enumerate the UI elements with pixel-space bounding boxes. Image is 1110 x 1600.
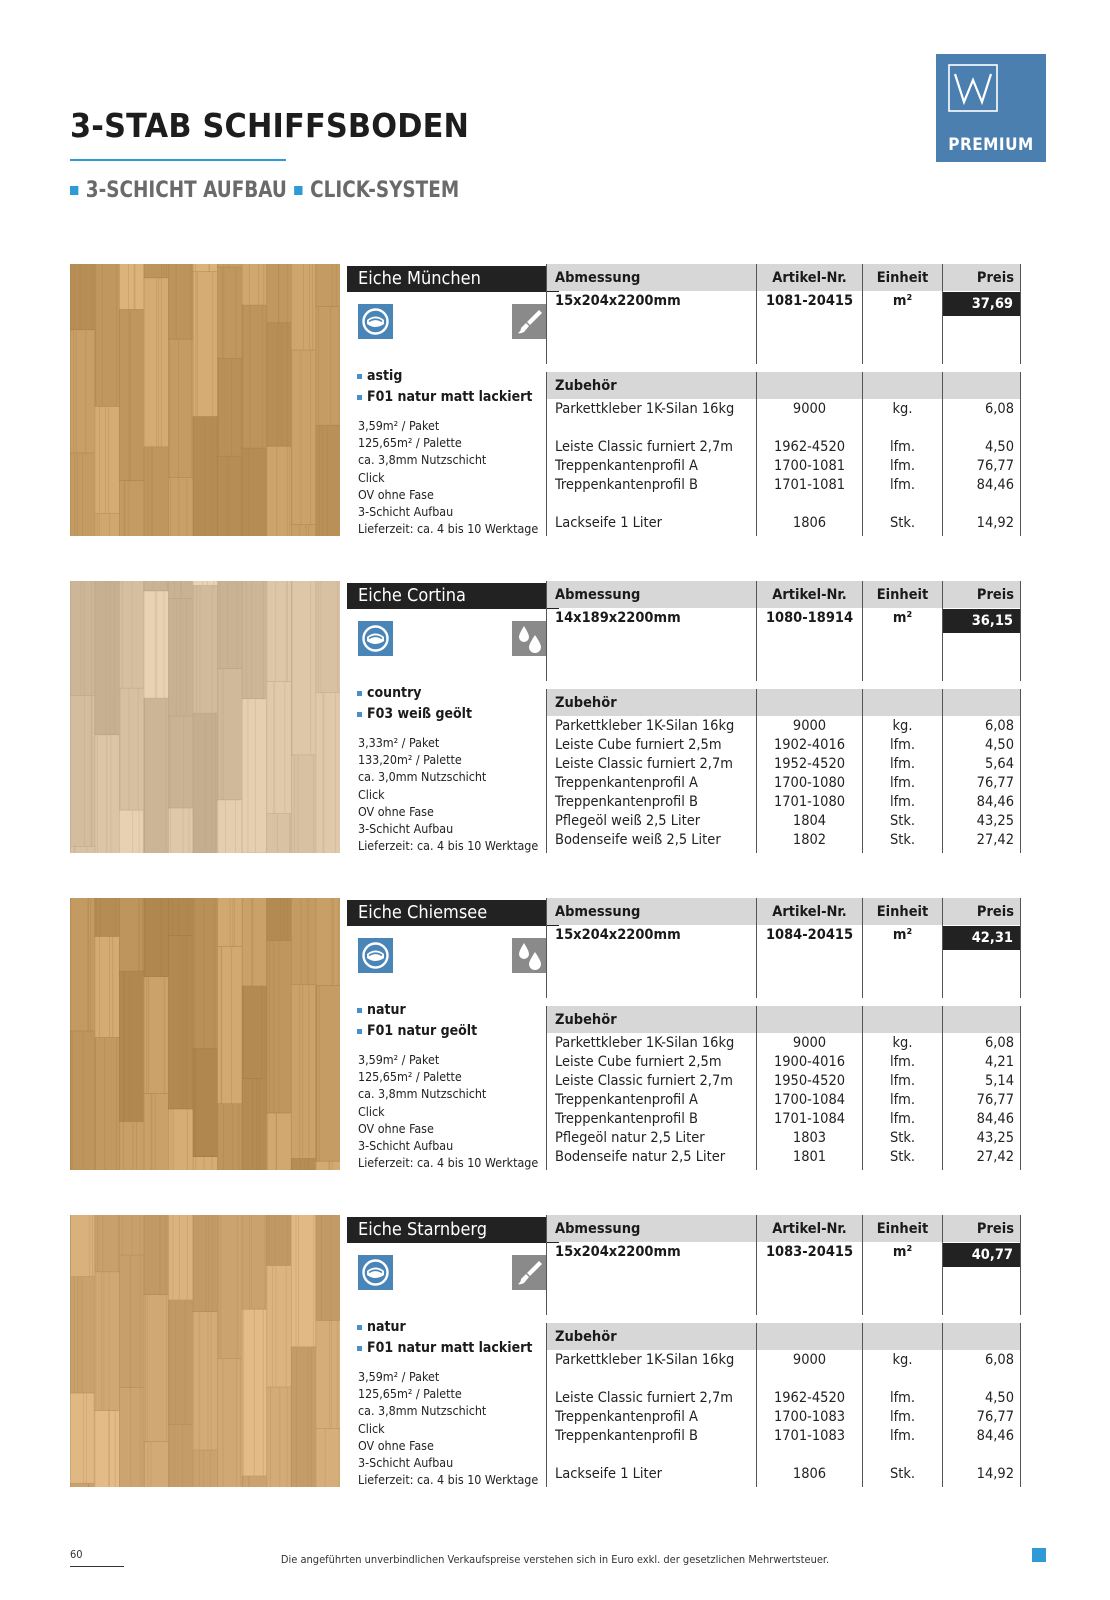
column-header-unit: Einheit (863, 581, 942, 608)
price-footnote: Die angeführten unverbindlichen Verkaufspreise verstehen sich in Euro exkl. der gesetzlichen Mehrwertsteuer. (280, 1553, 830, 1566)
accessory-unit (863, 1446, 942, 1465)
product-price: 42,31 (943, 926, 1021, 950)
column-header-unit: Einheit (863, 898, 942, 925)
accessories-header-cell (863, 372, 942, 399)
column-divider (862, 581, 863, 681)
spec-item: Click (358, 1420, 385, 1436)
column-divider (942, 581, 943, 681)
accessories-column-name (547, 400, 756, 533)
accessory-name (555, 495, 756, 514)
column-divider (756, 264, 757, 364)
accessory-price: 14,92 (976, 515, 1014, 531)
product-name: Eiche Starnberg (347, 1217, 559, 1243)
accessory-unit: lfm. (889, 1092, 916, 1108)
wood-sample-image (70, 581, 340, 853)
accessory-article: 1701-1081 (773, 477, 846, 493)
accessory-article (757, 1370, 862, 1389)
page-number-underline (70, 1566, 124, 1567)
spec-item: OV ohne Fase (358, 486, 434, 502)
spec-item: Click (358, 469, 385, 485)
accessory-unit: lfm. (889, 1054, 916, 1070)
spec-item: 3-Schicht Aufbau (358, 504, 454, 520)
accessory-name: Pflegeöl weiß 2,5 Liter (555, 813, 701, 829)
accessory-name (555, 1446, 756, 1465)
accessory-name: Treppenkantenprofil A (555, 1409, 698, 1425)
accessory-unit: kg. (892, 1352, 913, 1368)
spec-list (358, 1051, 538, 1171)
product-block (70, 264, 1046, 536)
spec-item: OV ohne Fase (358, 803, 434, 819)
spec-item: 3,33m² / Paket (358, 735, 440, 750)
feature-item: natur (357, 1317, 532, 1338)
column-divider (1020, 1323, 1021, 1487)
column-header-dimension: Abmessung (547, 264, 756, 291)
accessory-name: Treppenkantenprofil A (555, 1092, 698, 1108)
product-unit: m² (892, 293, 913, 309)
accessory-name: Parkettkleber 1K-Silan 16kg (555, 718, 735, 734)
wood-sample-image (70, 1215, 340, 1487)
accessory-article: 1700-1083 (773, 1409, 846, 1425)
spec-item: Lieferzeit: ca. 4 bis 10 Werktage (358, 838, 539, 854)
accessory-price: 84,46 (976, 1428, 1014, 1444)
column-divider (1020, 1006, 1021, 1170)
product-dimension: 15x204x2200mm (555, 927, 681, 943)
accessory-unit: lfm. (889, 477, 916, 493)
column-divider (862, 264, 863, 364)
product-unit: m² (892, 1244, 913, 1260)
accessory-price (943, 495, 1014, 514)
accessories-column-article (757, 1034, 862, 1167)
accessory-price (943, 1370, 1014, 1389)
accessory-unit: kg. (892, 401, 913, 417)
column-header-article: Artikel-Nr. (757, 898, 862, 925)
spec-item: ca. 3,0mm Nutzschicht (358, 769, 487, 785)
accessory-name: Treppenkantenprofil A (555, 775, 698, 791)
product-price: 40,77 (943, 1243, 1021, 1267)
accessory-unit: lfm. (889, 794, 916, 810)
accessory-price: 43,25 (976, 813, 1014, 829)
accessory-price (943, 419, 1014, 438)
column-divider (942, 264, 943, 364)
spec-item: 3,59m² / Paket (358, 1369, 440, 1384)
feature-list (357, 1317, 532, 1359)
feature-item: F01 natur geölt (357, 1021, 477, 1042)
product-article: 1081-20415 (765, 293, 854, 309)
column-divider (546, 581, 547, 681)
accessory-name: Leiste Classic furniert 2,7m (555, 439, 733, 455)
feature-item: F01 natur matt lackiert (357, 1338, 532, 1359)
feature-item: F03 weiß geölt (357, 704, 472, 725)
accessories-header-cell (757, 1323, 862, 1350)
wood-sample-image (70, 898, 340, 1170)
spec-item: ca. 3,8mm Nutzschicht (358, 1403, 487, 1419)
column-divider (756, 581, 757, 681)
product-block (70, 898, 1046, 1170)
spec-item: OV ohne Fase (358, 1120, 434, 1136)
accessories-header-cell (757, 372, 862, 399)
accessory-price: 5,64 (984, 756, 1014, 772)
column-divider (546, 898, 547, 998)
accessory-price: 84,46 (976, 794, 1014, 810)
spec-item: 3,59m² / Paket (358, 418, 440, 433)
oil-drops-icon (512, 621, 547, 656)
brush-icon (512, 304, 547, 339)
spec-item: 3-Schicht Aufbau (358, 821, 454, 837)
column-divider (1020, 1215, 1021, 1315)
accessory-name: Leiste Classic furniert 2,7m (555, 1073, 733, 1089)
column-divider (1020, 689, 1021, 853)
feature-list (357, 366, 532, 408)
accessory-unit: lfm. (889, 756, 916, 772)
accessory-article (757, 495, 862, 514)
accessory-unit: Stk. (889, 1130, 916, 1146)
product-block (70, 1215, 1046, 1487)
accessory-article: 9000 (792, 718, 827, 734)
accessory-article: 1806 (792, 515, 827, 531)
column-header-unit: Einheit (863, 1215, 942, 1242)
accessories-header-cell (943, 1006, 1020, 1033)
product-unit: m² (892, 927, 913, 943)
column-header-price: Preis (943, 581, 1020, 608)
accessory-price (943, 1446, 1014, 1465)
accessory-name: Bodenseife weiß 2,5 Liter (555, 832, 721, 848)
spec-item: 3,59m² / Paket (358, 1052, 440, 1067)
accessory-price: 4,50 (984, 439, 1014, 455)
column-divider (1020, 372, 1021, 536)
accessories-column-price (943, 717, 1020, 850)
accessory-article: 1900-4016 (773, 1054, 846, 1070)
column-header-price: Preis (943, 1215, 1020, 1242)
accessories-header-cell (863, 1006, 942, 1033)
accessory-article: 1701-1080 (773, 794, 846, 810)
brand-label: PREMIUM (948, 135, 1034, 155)
brand-logo (936, 54, 1046, 162)
accessories-column-name (547, 717, 756, 850)
accessory-unit (863, 1370, 942, 1389)
accessories-header-cell (757, 689, 862, 716)
accessories-column-name (547, 1034, 756, 1167)
accessories-column-article (757, 717, 862, 850)
spec-item: Lieferzeit: ca. 4 bis 10 Werktage (358, 1472, 539, 1488)
product-dimension: 15x204x2200mm (555, 293, 681, 309)
feature-item: country (357, 683, 472, 704)
spec-item: Lieferzeit: ca. 4 bis 10 Werktage (358, 521, 539, 537)
spec-list (358, 1368, 538, 1488)
page-title: 3-STAB SCHIFFSBODEN (70, 106, 470, 145)
accessory-unit: Stk. (889, 1466, 916, 1482)
accessories-header-cell (863, 1323, 942, 1350)
subtitle (70, 178, 459, 203)
accessory-price: 6,08 (984, 1035, 1014, 1051)
accessory-article: 1962-4520 (773, 439, 846, 455)
accessory-article: 1950-4520 (773, 1073, 846, 1089)
accessory-name: Treppenkantenprofil B (555, 1428, 698, 1444)
spec-item: Lieferzeit: ca. 4 bis 10 Werktage (358, 1155, 539, 1171)
accessories-header: Zubehör (547, 372, 756, 399)
accessories-column-unit (863, 717, 942, 850)
spec-item: 125,65m² / Palette (358, 1386, 462, 1402)
accessories-column-price (943, 1034, 1020, 1167)
column-header-dimension: Abmessung (547, 581, 756, 608)
accessory-article: 9000 (792, 1352, 827, 1368)
accessory-price: 84,46 (976, 1111, 1014, 1127)
feature-item: F01 natur matt lackiert (357, 387, 532, 408)
accessory-price: 27,42 (976, 1149, 1014, 1165)
accessory-article: 1802 (792, 832, 827, 848)
accessories-header: Zubehör (547, 689, 756, 716)
subtitle-structure: 3-SCHICHT AUFBAU (85, 178, 287, 203)
spec-item: 125,65m² / Palette (358, 435, 462, 451)
feature-item: natur (357, 1000, 477, 1021)
spec-item: 133,20m² / Palette (358, 752, 462, 768)
accessory-price: 76,77 (976, 1409, 1014, 1425)
bullet-square-icon (70, 186, 78, 195)
column-divider (1020, 898, 1021, 998)
accessory-unit: lfm. (889, 1428, 916, 1444)
accessory-name: Parkettkleber 1K-Silan 16kg (555, 1352, 735, 1368)
spec-item: 125,65m² / Palette (358, 1069, 462, 1085)
accessory-name: Parkettkleber 1K-Silan 16kg (555, 401, 735, 417)
accessories-header-cell (757, 1006, 862, 1033)
product-price: 36,15 (943, 609, 1021, 633)
accessories-column-article (757, 400, 862, 533)
subtitle-system: CLICK-SYSTEM (310, 178, 460, 203)
accessory-price: 76,77 (976, 1092, 1014, 1108)
product-unit: m² (892, 610, 913, 626)
accessory-name: Leiste Cube furniert 2,5m (555, 737, 722, 753)
accessory-name: Pflegeöl natur 2,5 Liter (555, 1130, 705, 1146)
accessory-name (555, 419, 756, 438)
feature-list (357, 1000, 477, 1042)
accessories-header-cell (943, 1323, 1020, 1350)
column-divider (546, 1215, 547, 1315)
corner-square-icon (1032, 1548, 1046, 1562)
accessory-price: 76,77 (976, 458, 1014, 474)
column-divider (756, 1215, 757, 1315)
column-header-price: Preis (943, 264, 1020, 291)
accessory-price: 43,25 (976, 1130, 1014, 1146)
brush-icon (512, 1255, 547, 1290)
accessory-name: Treppenkantenprofil B (555, 1111, 698, 1127)
accessory-article: 1962-4520 (773, 1390, 846, 1406)
accessory-name: Leiste Classic furniert 2,7m (555, 756, 733, 772)
column-divider (862, 898, 863, 998)
accessory-name (555, 1370, 756, 1389)
accessory-name: Treppenkantenprofil B (555, 477, 698, 493)
spec-item: 3-Schicht Aufbau (358, 1455, 454, 1471)
spec-item: ca. 3,8mm Nutzschicht (358, 452, 487, 468)
accessory-article: 1801 (792, 1149, 827, 1165)
accessory-price: 4,50 (984, 737, 1014, 753)
spec-item: Click (358, 786, 385, 802)
accessory-price: 6,08 (984, 401, 1014, 417)
accessory-article: 1700-1081 (773, 458, 846, 474)
accessory-unit: lfm. (889, 1390, 916, 1406)
accessories-column-unit (863, 1034, 942, 1167)
column-header-article: Artikel-Nr. (757, 581, 862, 608)
spec-item: 3-Schicht Aufbau (358, 1138, 454, 1154)
column-header-price: Preis (943, 898, 1020, 925)
accessory-price: 5,14 (984, 1073, 1014, 1089)
accessory-name: Leiste Cube furniert 2,5m (555, 1054, 722, 1070)
accessories-header-cell (943, 689, 1020, 716)
bullet-square-icon (294, 186, 302, 195)
accessory-unit: lfm. (889, 439, 916, 455)
accessory-unit: lfm. (889, 1073, 916, 1089)
spec-item: ca. 3,8mm Nutzschicht (358, 1086, 487, 1102)
column-divider (546, 264, 547, 364)
column-header-dimension: Abmessung (547, 1215, 756, 1242)
accessory-name: Treppenkantenprofil A (555, 458, 698, 474)
accessory-unit: lfm. (889, 1111, 916, 1127)
accessory-unit: Stk. (889, 1149, 916, 1165)
click-system-icon (358, 1255, 393, 1290)
accessory-unit: lfm. (889, 775, 916, 791)
accessories-header: Zubehör (547, 1323, 756, 1350)
accessory-article: 1804 (792, 813, 827, 829)
accessory-name: Parkettkleber 1K-Silan 16kg (555, 1035, 735, 1051)
accessories-column-price (943, 1351, 1020, 1484)
column-header-unit: Einheit (863, 264, 942, 291)
accessory-article: 9000 (792, 1035, 827, 1051)
wood-sample-image (70, 264, 340, 536)
product-name: Eiche München (347, 266, 559, 292)
accessory-unit: kg. (892, 718, 913, 734)
accessories-header: Zubehör (547, 1006, 756, 1033)
click-system-icon (358, 304, 393, 339)
accessory-unit: Stk. (889, 515, 916, 531)
click-system-icon (358, 938, 393, 973)
product-name: Eiche Cortina (347, 583, 559, 609)
column-divider (1020, 264, 1021, 364)
accessory-article: 9000 (792, 401, 827, 417)
accessory-price: 76,77 (976, 775, 1014, 791)
accessory-name: Lackseife 1 Liter (555, 1466, 663, 1482)
feature-item: astig (357, 366, 532, 387)
accessory-price: 27,42 (976, 832, 1014, 848)
accessory-unit: Stk. (889, 813, 916, 829)
accessory-price: 4,50 (984, 1390, 1014, 1406)
spec-item: Click (358, 1103, 385, 1119)
product-dimension: 14x189x2200mm (555, 610, 681, 626)
column-divider (1020, 581, 1021, 681)
accessory-price: 6,08 (984, 1352, 1014, 1368)
oil-drops-icon (512, 938, 547, 973)
accessory-unit: lfm. (889, 737, 916, 753)
accessory-unit: lfm. (889, 458, 916, 474)
accessory-article: 1806 (792, 1466, 827, 1482)
spec-item: OV ohne Fase (358, 1437, 434, 1453)
accessory-article: 1701-1084 (773, 1111, 846, 1127)
accessory-price: 4,21 (984, 1054, 1014, 1070)
spec-list (358, 417, 538, 537)
accessory-article: 1701-1083 (773, 1428, 846, 1444)
column-header-dimension: Abmessung (547, 898, 756, 925)
accessory-article (757, 1446, 862, 1465)
page-number: 60 (70, 1548, 83, 1561)
product-article: 1083-20415 (765, 1244, 854, 1260)
accessory-price: 6,08 (984, 718, 1014, 734)
title-underline (70, 159, 286, 161)
accessory-name: Leiste Classic furniert 2,7m (555, 1390, 733, 1406)
product-block (70, 581, 1046, 853)
accessory-article (757, 419, 862, 438)
product-dimension: 15x204x2200mm (555, 1244, 681, 1260)
spec-list (358, 734, 538, 854)
accessory-article: 1700-1080 (773, 775, 846, 791)
accessory-unit: kg. (892, 1035, 913, 1051)
accessory-name: Treppenkantenprofil B (555, 794, 698, 810)
column-header-article: Artikel-Nr. (757, 1215, 862, 1242)
accessories-header-cell (863, 689, 942, 716)
accessory-unit (863, 419, 942, 438)
click-system-icon (358, 621, 393, 656)
product-name: Eiche Chiemsee (347, 900, 559, 926)
accessories-column-article (757, 1351, 862, 1484)
accessories-column-price (943, 400, 1020, 533)
feature-list (357, 683, 472, 725)
accessory-article: 1952-4520 (773, 756, 846, 772)
product-article: 1084-20415 (765, 927, 854, 943)
accessories-column-unit (863, 1351, 942, 1484)
column-divider (942, 1215, 943, 1315)
accessory-name: Bodenseife natur 2,5 Liter (555, 1149, 726, 1165)
column-divider (862, 1215, 863, 1315)
accessories-column-name (547, 1351, 756, 1484)
product-article: 1080-18914 (765, 610, 854, 626)
accessory-article: 1803 (792, 1130, 827, 1146)
accessories-column-unit (863, 400, 942, 533)
accessory-unit: lfm. (889, 1409, 916, 1425)
w-logo-icon (948, 64, 998, 112)
accessory-article: 1902-4016 (773, 737, 846, 753)
column-header-article: Artikel-Nr. (757, 264, 862, 291)
accessory-price: 84,46 (976, 477, 1014, 493)
accessory-unit: Stk. (889, 832, 916, 848)
product-price: 37,69 (943, 292, 1021, 316)
accessory-article: 1700-1084 (773, 1092, 846, 1108)
accessory-unit (863, 495, 942, 514)
column-divider (756, 898, 757, 998)
accessory-name: Lackseife 1 Liter (555, 515, 663, 531)
column-divider (942, 898, 943, 998)
accessories-header-cell (943, 372, 1020, 399)
accessory-price: 14,92 (976, 1466, 1014, 1482)
